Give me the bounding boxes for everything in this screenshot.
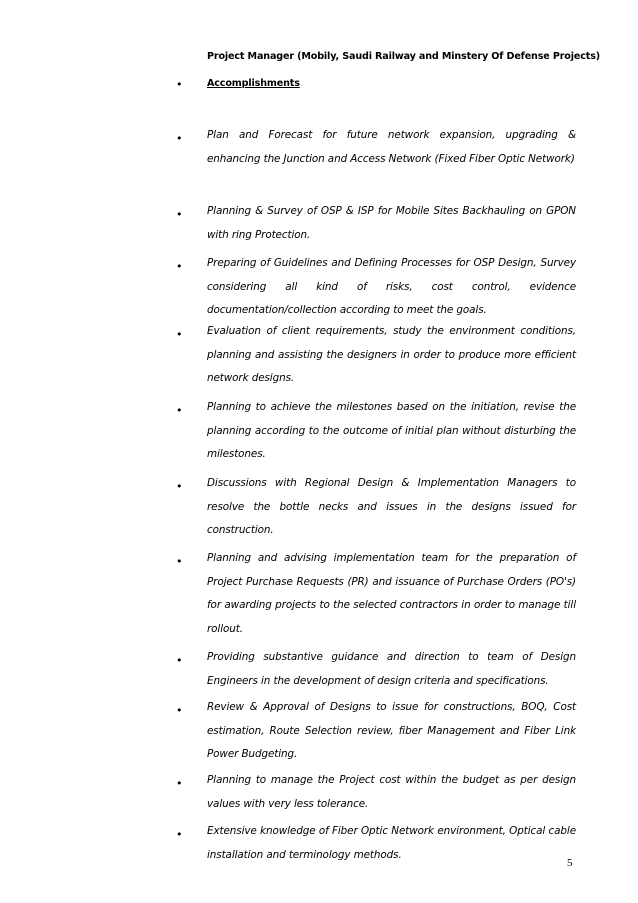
bullet-icon: •: [176, 777, 183, 790]
bullet-icon: •: [176, 555, 183, 568]
list-item: Review & Approval of Designs to issue for constructions, BOQ, Cost estimation, Route Selection review, fiber Management and Fiber Link Power Budgeting.: [207, 701, 576, 761]
list-item: Providing substantive guidance and direction to team of Design Engineers in the development of design criteria and specifications.: [207, 651, 576, 687]
list-item: Plan and Forecast for future network expansion, upgrading & enhancing the Junction and Access Network (Fixed Fiber Optic Network): [207, 129, 576, 165]
list-item: Planning and advising implementation team for the preparation of Project Purchase Requests (PR) and issuance of Purchase Orders (PO's) for awarding projects to the selected contractors in order to manage till rollout.: [207, 552, 576, 636]
list-item: Planning & Survey of OSP & ISP for Mobile Sites Backhauling on GPON with ring Protection.: [207, 205, 576, 241]
bullet-icon: •: [176, 260, 183, 273]
bullet-icon: •: [176, 704, 183, 717]
list-item: Planning to manage the Project cost within the budget as per design values with very less tolerance.: [207, 774, 576, 810]
bullet-icon: •: [176, 328, 183, 341]
page-number: 5: [567, 857, 573, 869]
bullet-icon: •: [176, 828, 183, 841]
list-item: Evaluation of client requirements, study the environment conditions, planning and assisting the designers in order to produce more efficient network designs.: [207, 325, 576, 385]
bullet-icon: •: [176, 132, 183, 145]
bullet-icon: •: [176, 480, 183, 493]
list-item: Discussions with Regional Design & Implementation Managers to resolve the bottle necks and issues in the designs issued for construction.: [207, 477, 576, 537]
bullet-icon: •: [176, 654, 183, 667]
bullet-icon: •: [176, 404, 183, 417]
bullet-icon: •: [176, 78, 183, 91]
list-item: Extensive knowledge of Fiber Optic Network environment, Optical cable installation and terminology methods.: [207, 825, 576, 861]
job-title: Project Manager (Mobily, Saudi Railway and Minstery Of Defense Projects): [207, 51, 601, 62]
bullet-icon: •: [176, 208, 183, 221]
section-heading: Accomplishments: [207, 78, 300, 89]
list-item: Planning to achieve the milestones based on the initiation, revise the planning according to the outcome of initial plan without disturbing the milestones.: [207, 401, 576, 461]
list-item: Preparing of Guidelines and Defining Processes for OSP Design, Survey considering all kind of risks, cost control, evidence documentation/collection according to meet the goals.: [207, 257, 576, 317]
